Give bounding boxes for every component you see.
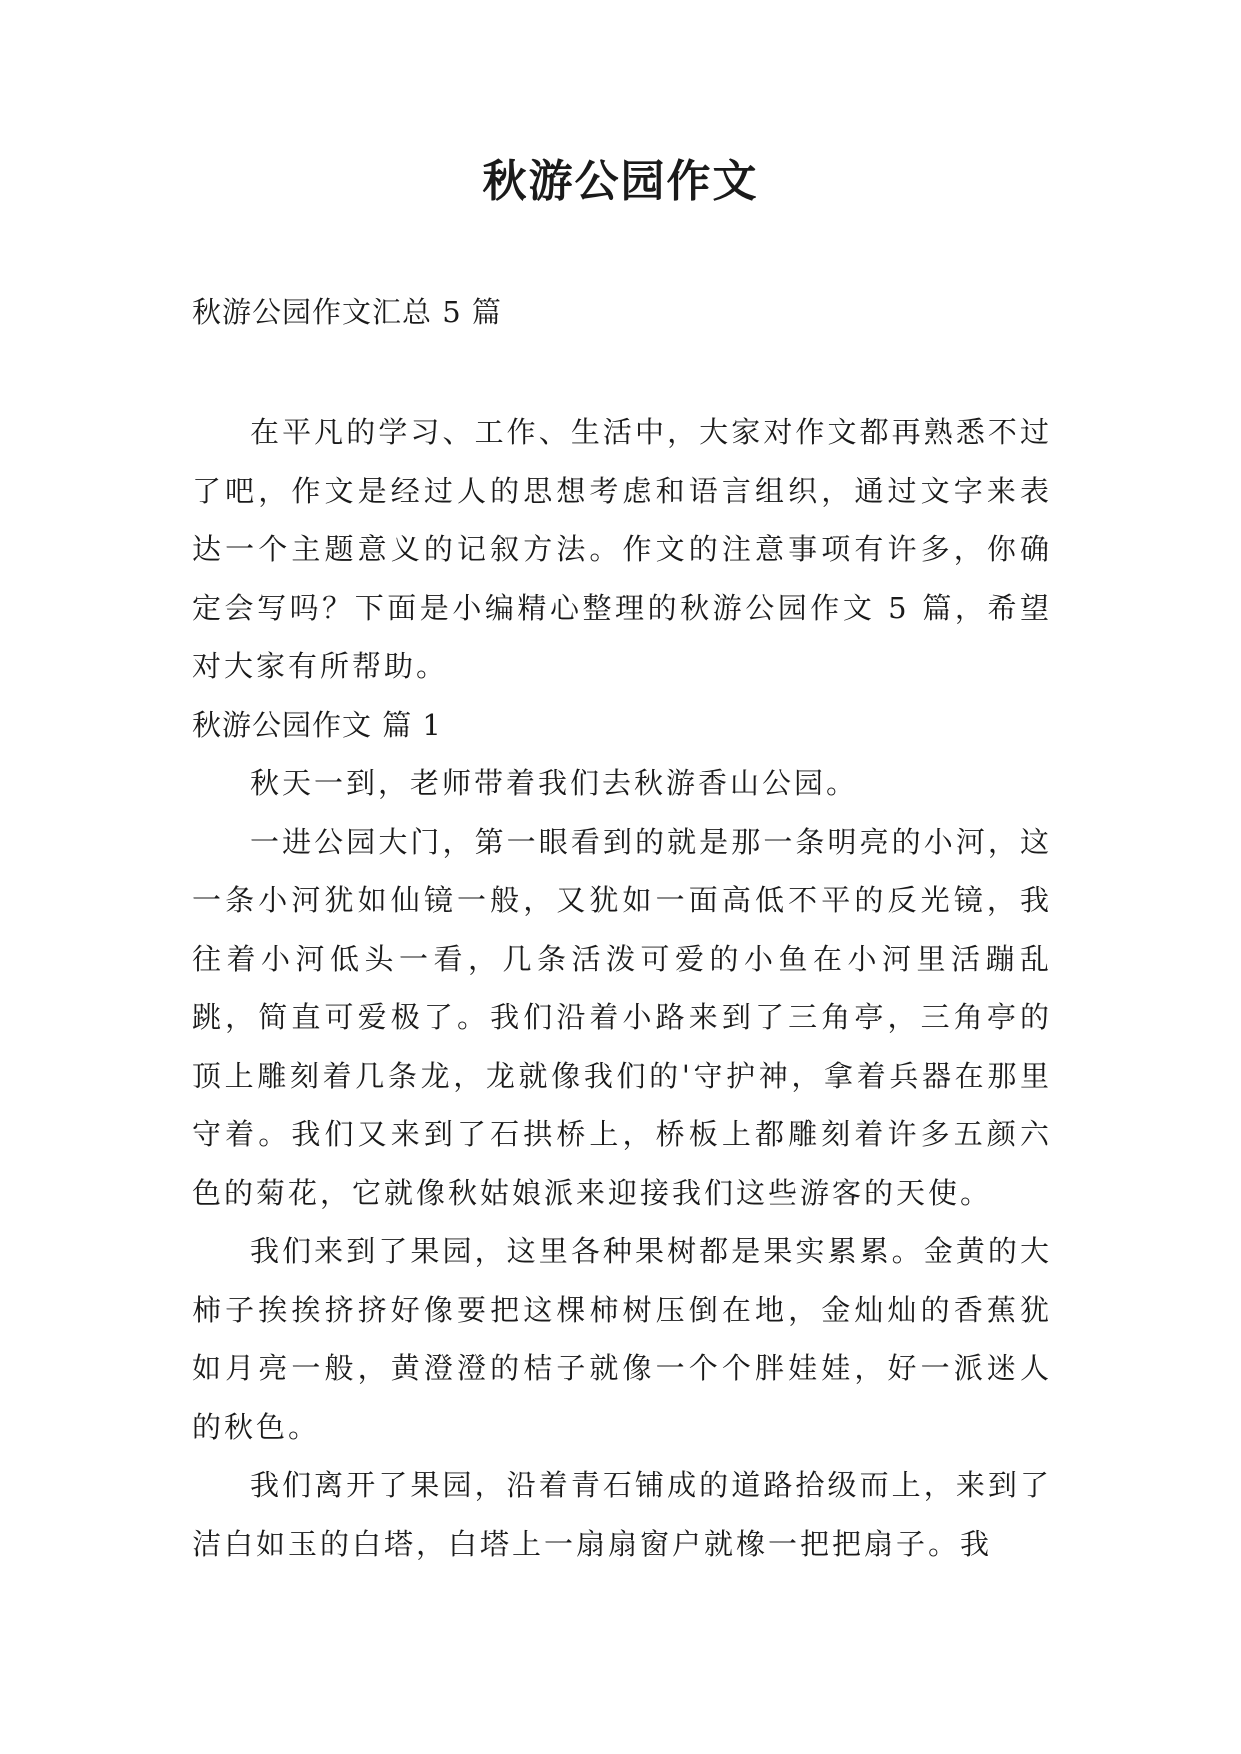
body-paragraph-1: 秋天一到，老师带着我们去秋游香山公园。 — [250, 766, 859, 800]
intro-paragraph: 在平凡的学习、工作、生活中，大家对作文都再熟悉不过了吧，作文是经过人的思想考虑和语言组织，通过文字来表达一个主题意义的记叙方法。作文的注意事项有许多，你确定会写吗？下面是小编精心整理的秋游公园作文 5 篇，希望对大家有所帮助。 — [192, 415, 1052, 683]
section-heading: 秋游公园作文 篇 1 — [192, 707, 442, 742]
document-body — [192, 403, 1052, 1573]
body-paragraph-3: 我们来到了果园，这里各种果树都是果实累累。金黄的大柿子挨挨挤挤好像要把这棵柿树压倒在地，金灿灿的香蕉犹如月亮一般，黄澄澄的桔子就像一个个胖娃娃，好一派迷人的秋色。 — [192, 1234, 1052, 1444]
body-paragraph-2: 一进公园大门，第一眼看到的就是那一条明亮的小河，这一条小河犹如仙镜一般，又犹如一面高低不平的反光镜，我往着小河低头一看，几条活泼可爱的小鱼在小河里活蹦乱跳，简直可爱极了。我们沿着小路来到了三角亭，三角亭的顶上雕刻着几条龙，龙就像我们的'守护神，拿着兵器在那里守着。我们又来到了石拱桥上，桥板上都雕刻着许多五颜六色的菊花，它就像秋姑娘派来迎接我们这些游客的天使。 — [192, 824, 1052, 1210]
document-subtitle: 秋游公园作文汇总 5 篇 — [192, 295, 502, 329]
body-paragraph-4: 我们离开了果园，沿着青石铺成的道路拾级而上，来到了洁白如玉的白塔，白塔上一扇扇窗户就橡一把把扇子。我 — [192, 1468, 1052, 1561]
document-title: 秋游公园作文 — [482, 156, 759, 207]
